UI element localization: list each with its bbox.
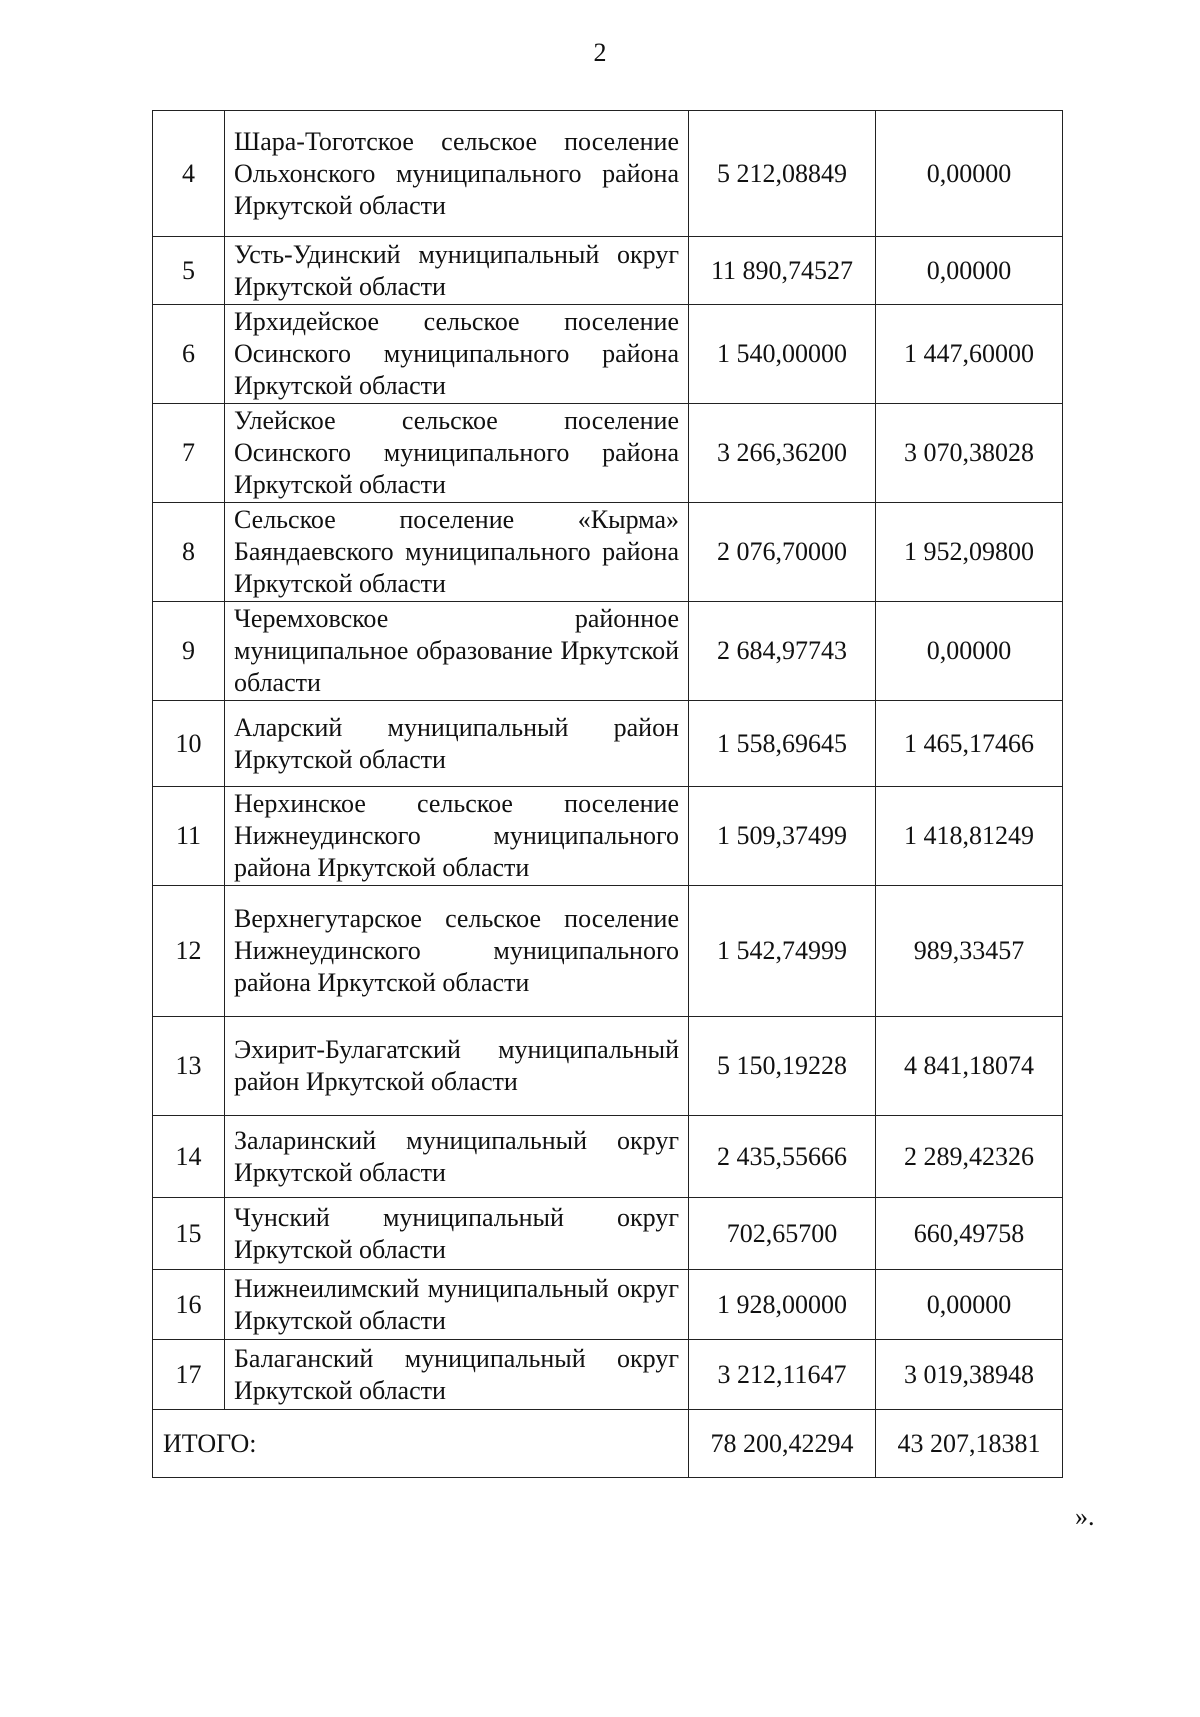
municipality-name: Шара-Тоготское сельское поселение Ольхонского муниципального района Иркутской области: [225, 111, 689, 237]
table-row: [153, 886, 1063, 1017]
table-row: [153, 1340, 1063, 1410]
table-row: [153, 1116, 1063, 1198]
table-row: [153, 1198, 1063, 1270]
amount-total: 1 540,00000: [689, 305, 876, 404]
table-body: [153, 111, 1063, 1478]
table-row: [153, 305, 1063, 404]
municipality-name: Эхирит-Булагатский муниципальный район Иркутской области: [225, 1017, 689, 1116]
amount-allocated: 0,00000: [876, 237, 1063, 305]
amount-allocated: 1 952,09800: [876, 503, 1063, 602]
amount-total: 2 684,97743: [689, 602, 876, 701]
table-row: [153, 1270, 1063, 1340]
amount-total: 702,65700: [689, 1198, 876, 1270]
municipality-name: Балаганский муниципальный округ Иркутской области: [225, 1340, 689, 1410]
row-number: 11: [153, 787, 225, 886]
municipality-name: Сельское поселение «Кырма» Баяндаевского муниципального района Иркутской области: [225, 503, 689, 602]
row-number: 13: [153, 1017, 225, 1116]
municipality-name: Нижнеилимский муниципальный округ Иркутской области: [225, 1270, 689, 1340]
municipality-name: Ирхидейское сельское поселение Осинского муниципального района Иркутской области: [225, 305, 689, 404]
amount-total: 2 076,70000: [689, 503, 876, 602]
amount-total: 1 928,00000: [689, 1270, 876, 1340]
amount-total: 1 558,69645: [689, 701, 876, 787]
amount-total: 5 150,19228: [689, 1017, 876, 1116]
amount-allocated: 0,00000: [876, 1270, 1063, 1340]
amount-allocated: 0,00000: [876, 111, 1063, 237]
amount-allocated: 660,49758: [876, 1198, 1063, 1270]
allocation-table: [152, 110, 1063, 1478]
total-label: ИТОГО:: [153, 1410, 689, 1478]
total-allocated: 43 207,18381: [876, 1410, 1063, 1478]
amount-total: 1 509,37499: [689, 787, 876, 886]
municipality-name: Усть-Удинский муниципальный округ Иркутской области: [225, 237, 689, 305]
amount-total: 3 266,36200: [689, 404, 876, 503]
table-row: [153, 701, 1063, 787]
amount-total: 2 435,55666: [689, 1116, 876, 1198]
municipality-name: Улейское сельское поселение Осинского муниципального района Иркутской области: [225, 404, 689, 503]
amount-allocated: 1 418,81249: [876, 787, 1063, 886]
total-row: [153, 1410, 1063, 1478]
table-row: [153, 1017, 1063, 1116]
total-amount: 78 200,42294: [689, 1410, 876, 1478]
municipality-name: Аларский муниципальный район Иркутской области: [225, 701, 689, 787]
municipality-name: Верхнегутарское сельское поселение Нижнеудинского муниципального района Иркутской области: [225, 886, 689, 1017]
amount-allocated: 1 447,60000: [876, 305, 1063, 404]
closing-quote: ».: [1075, 1502, 1095, 1531]
municipality-name: Нерхинское сельское поселение Нижнеудинского муниципального района Иркутской области: [225, 787, 689, 886]
row-number: 10: [153, 701, 225, 787]
row-number: 14: [153, 1116, 225, 1198]
amount-allocated: 3 070,38028: [876, 404, 1063, 503]
amount-total: 1 542,74999: [689, 886, 876, 1017]
amount-total: 11 890,74527: [689, 237, 876, 305]
row-number: 4: [153, 111, 225, 237]
amount-allocated: 3 019,38948: [876, 1340, 1063, 1410]
row-number: 12: [153, 886, 225, 1017]
row-number: 5: [153, 237, 225, 305]
municipality-name: Заларинский муниципальный округ Иркутской области: [225, 1116, 689, 1198]
amount-total: 5 212,08849: [689, 111, 876, 237]
amount-allocated: 1 465,17466: [876, 701, 1063, 787]
amount-allocated: 4 841,18074: [876, 1017, 1063, 1116]
municipality-name: Чунский муниципальный округ Иркутской области: [225, 1198, 689, 1270]
table-row: [153, 237, 1063, 305]
row-number: 17: [153, 1340, 225, 1410]
table-row: [153, 787, 1063, 886]
table-row: [153, 111, 1063, 237]
row-number: 15: [153, 1198, 225, 1270]
row-number: 8: [153, 503, 225, 602]
table-row: [153, 602, 1063, 701]
row-number: 16: [153, 1270, 225, 1340]
amount-allocated: 2 289,42326: [876, 1116, 1063, 1198]
row-number: 7: [153, 404, 225, 503]
table-row: [153, 404, 1063, 503]
municipality-name: Черемховское районное муниципальное образование Иркутской области: [225, 602, 689, 701]
page-number: 2: [593, 38, 607, 67]
table-row: [153, 503, 1063, 602]
row-number: 9: [153, 602, 225, 701]
amount-total: 3 212,11647: [689, 1340, 876, 1410]
amount-allocated: 989,33457: [876, 886, 1063, 1017]
amount-allocated: 0,00000: [876, 602, 1063, 701]
row-number: 6: [153, 305, 225, 404]
